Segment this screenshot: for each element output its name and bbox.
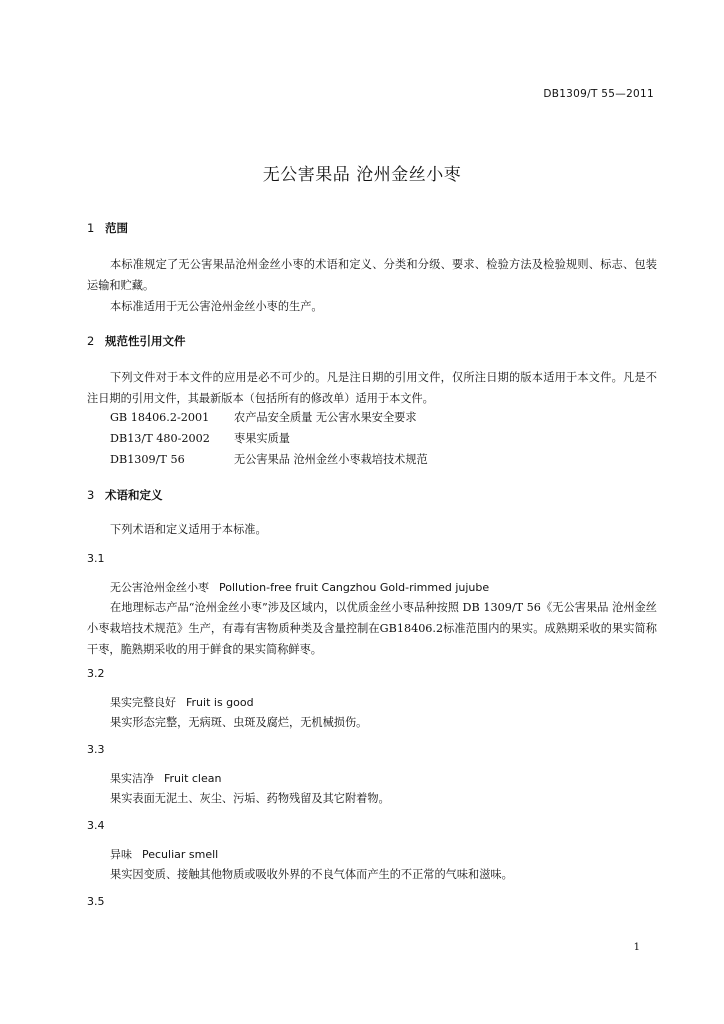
- term-title: [110, 770, 221, 786]
- term-definition: 在地理标志产品“沧州金丝小枣”涉及区域内，以优质金丝小枣品种按照 DB 1309/T 56《无公害果品 沧州金丝小枣栽培技术规范》生产，有毒有害物质种类及含量控制在GB18406.2标准范围内的果实。成熟期采收的果实简称干枣，脆熟期采收的用于鲜食的果实简称鲜枣。: [87, 601, 657, 656]
- reference-item: [110, 409, 417, 425]
- term-number: 3.1: [87, 552, 105, 565]
- term-en: Peculiar smell: [142, 848, 219, 861]
- standard-code: DB1309/T 55—2011: [543, 88, 654, 100]
- term-title: [110, 579, 489, 595]
- reference-item: [110, 451, 428, 467]
- section-2-heading: [87, 333, 186, 349]
- section-3-heading: [87, 487, 163, 503]
- page-number: 1: [633, 942, 640, 953]
- term-en: Fruit is good: [186, 696, 254, 709]
- reference-title: 无公害果品 沧州金丝小枣栽培技术规范: [234, 453, 428, 466]
- reference-title: 枣果实质量: [234, 432, 290, 445]
- section-3-intro: 下列术语和定义适用于本标准。: [110, 523, 267, 536]
- term-title: [110, 846, 218, 862]
- section-title: 术语和定义: [105, 488, 163, 502]
- term-number: 3.3: [87, 743, 105, 756]
- section-title: 范围: [105, 221, 128, 235]
- term-definition: 果实因变质、接触其他物质或吸收外界的不良气体而产生的不正常的气味和滋味。: [110, 868, 513, 881]
- term-title: [110, 694, 254, 710]
- section-number: 1: [87, 221, 95, 235]
- term-definition: 果实形态完整，无病斑、虫斑及腐烂，无机械损伤。: [110, 716, 368, 729]
- section-number: 2: [87, 334, 95, 348]
- term-en: Pollution-free fruit Cangzhou Gold-rimmed jujube: [219, 581, 490, 594]
- term-definition: 果实表面无泥土、灰尘、污垢、药物残留及其它附着物。: [110, 792, 390, 805]
- section-1-paragraph-2: 本标准适用于无公害沧州金丝小枣的生产。: [110, 300, 323, 313]
- term-number: 3.2: [87, 667, 105, 680]
- reference-title: 农产品安全质量 无公害水果安全要求: [234, 411, 417, 424]
- reference-code: GB 18406.2-2001: [110, 411, 210, 424]
- reference-code: DB1309/T 56: [110, 453, 185, 466]
- section-number: 3: [87, 488, 95, 502]
- term-zh: 无公害沧州金丝小枣: [110, 581, 209, 594]
- term-number: 3.4: [87, 819, 105, 832]
- document-title: 无公害果品 沧州金丝小枣: [262, 165, 462, 185]
- term-zh: 果实完整良好: [110, 696, 176, 709]
- reference-item: [110, 430, 290, 446]
- term-zh: 果实洁净: [110, 772, 154, 785]
- term-zh: 异味: [110, 848, 132, 861]
- section-title: 规范性引用文件: [105, 334, 186, 348]
- section-1-heading: [87, 220, 128, 236]
- term-en: Fruit clean: [164, 772, 222, 785]
- term-number: 3.5: [87, 895, 105, 908]
- section-1-paragraph-1: 本标准规定了无公害果品沧州金丝小枣的术语和定义、分类和分级、要求、检验方法及检验规则、标志、包装运输和贮藏。: [87, 258, 657, 292]
- section-2-paragraph-1: 下列文件对于本文件的应用是必不可少的。凡是注日期的引用文件，仅所注日期的版本适用于本文件。凡是不注日期的引用文件，其最新版本（包括所有的修改单）适用于本文件。: [87, 371, 657, 405]
- reference-code: DB13/T 480-2002: [110, 432, 210, 445]
